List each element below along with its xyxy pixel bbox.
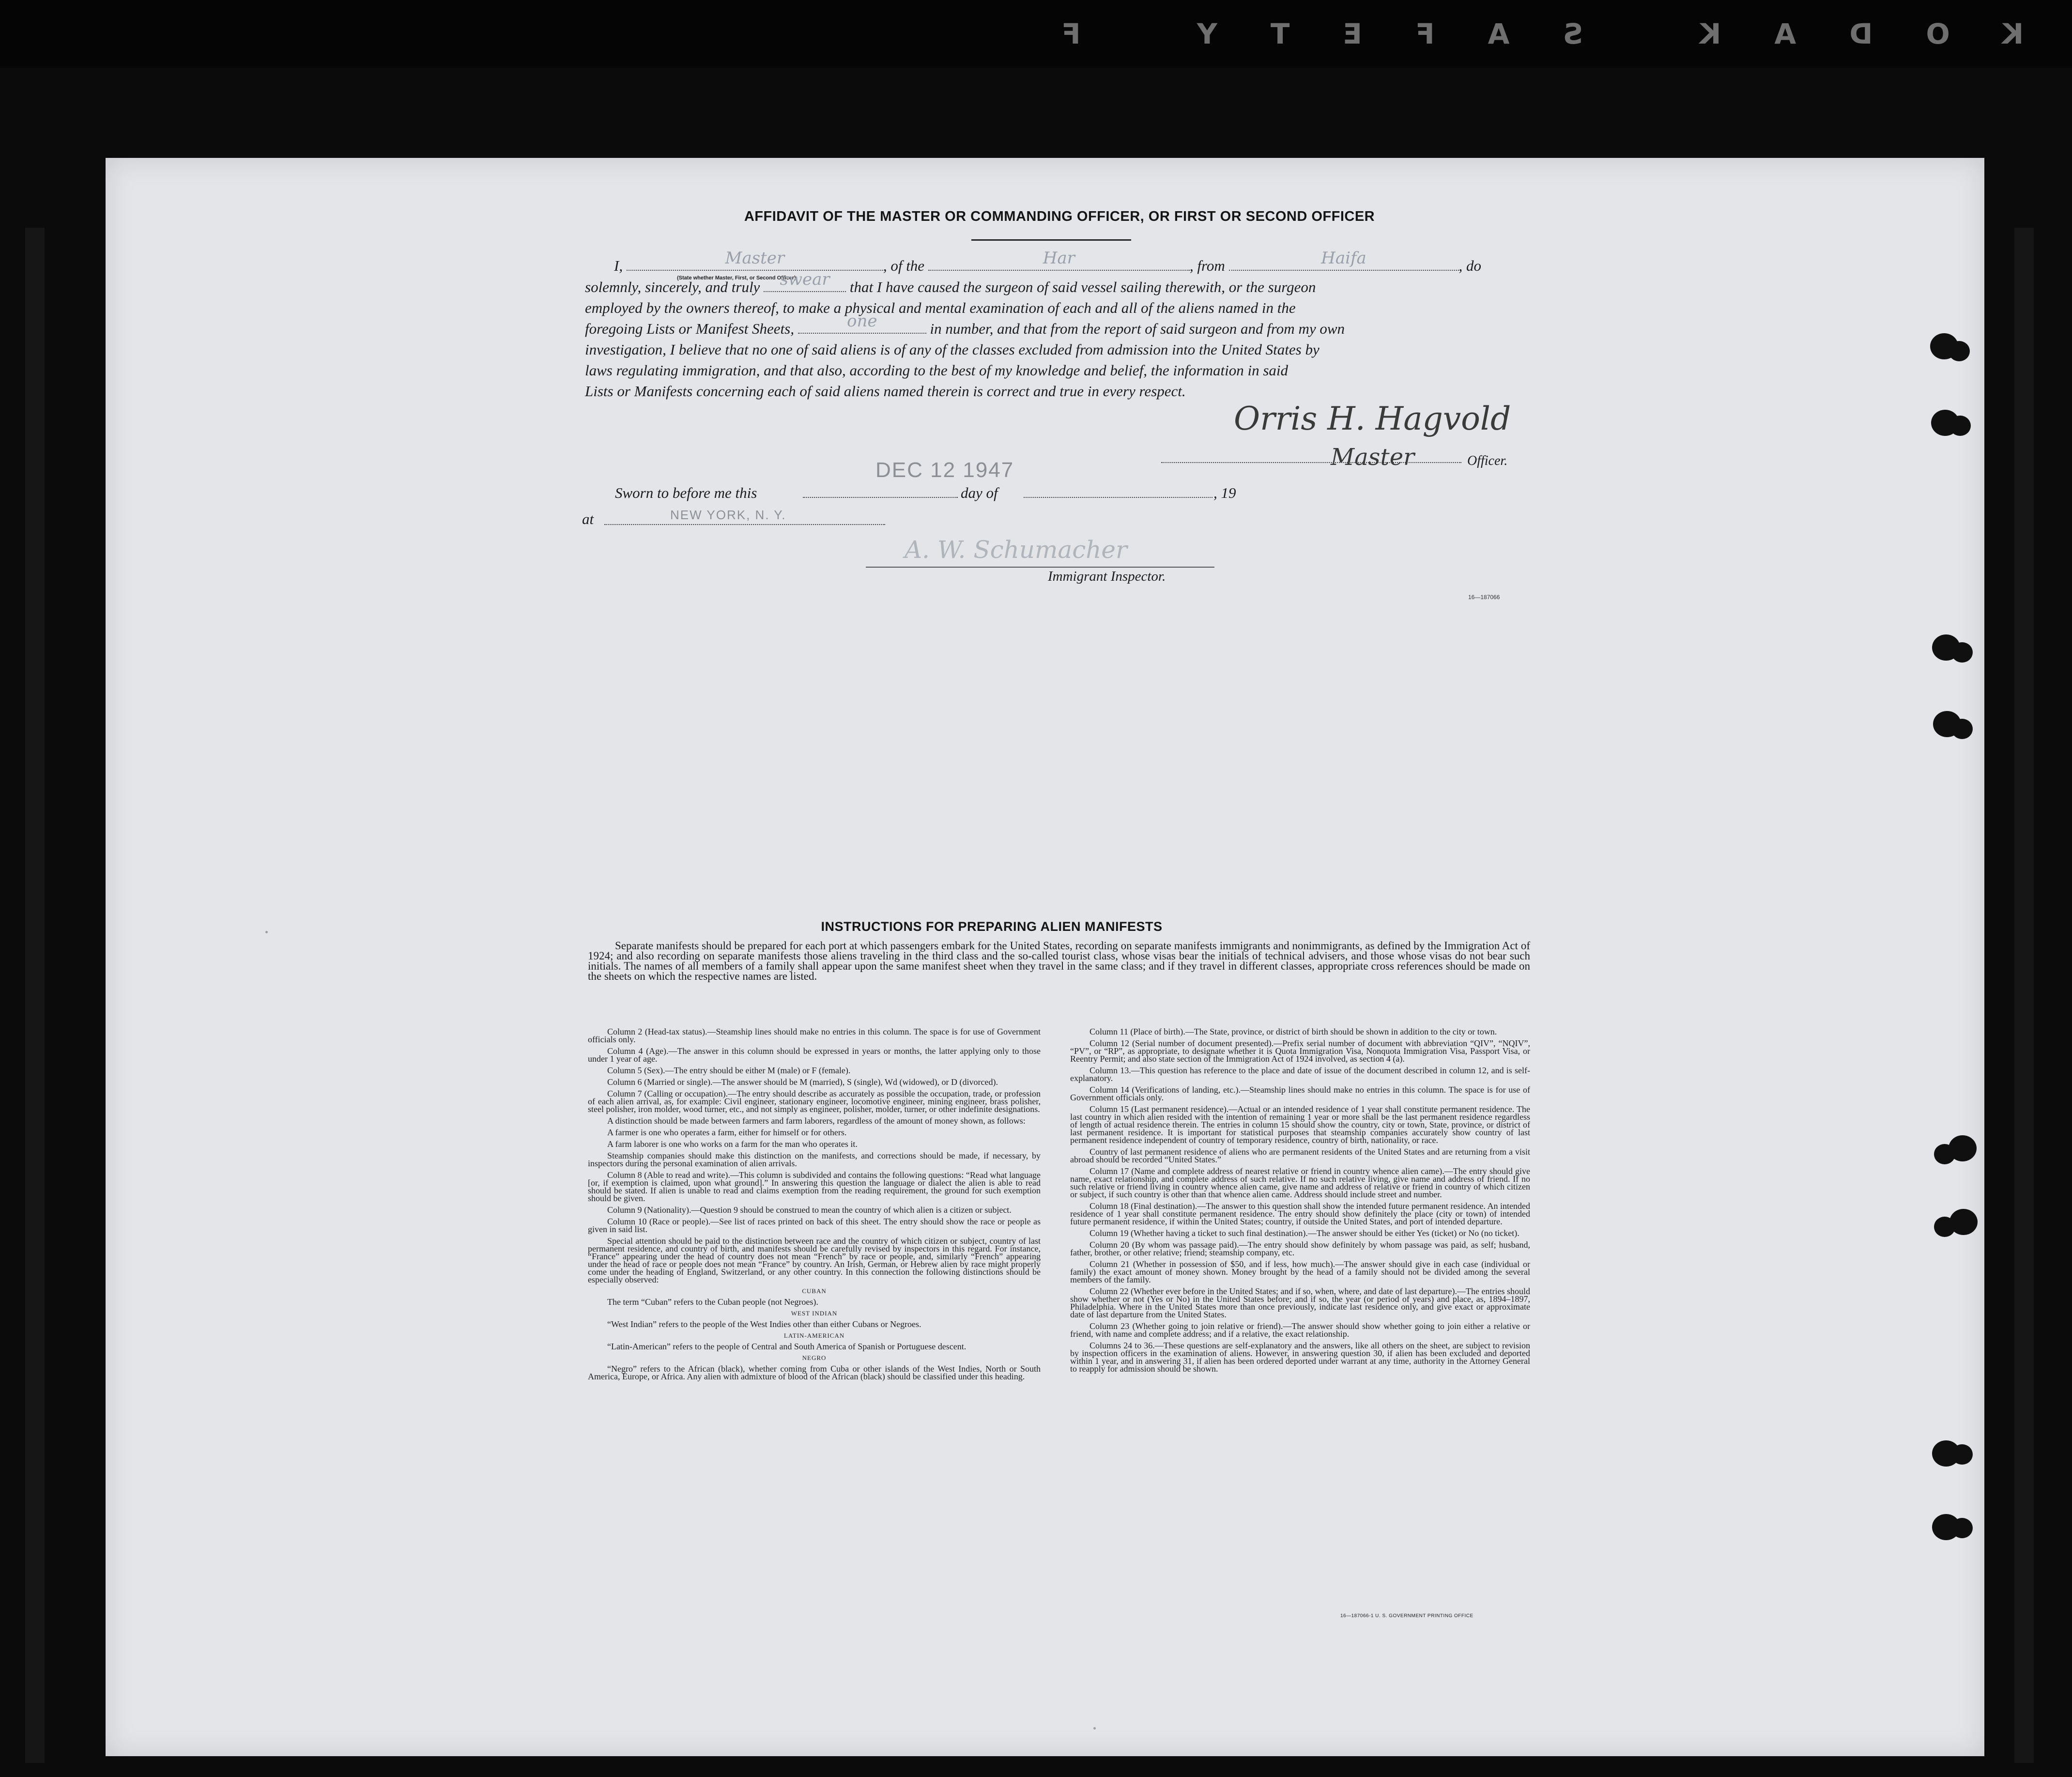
text: , from: [1189, 257, 1225, 274]
officer-label: Officer.: [1467, 453, 1508, 468]
inspector-label: Immigrant Inspector.: [1048, 569, 1166, 584]
film-edge-left: [25, 228, 45, 1763]
instructions-right-column: [1070, 1028, 1530, 1376]
instruction-paragraph: Column 21 (Whether in possession of $50, and if less, how much).—The answer should give in each case (individual or family) the exact amount of money shown. Money brought by the head of a family should not be divided among the several members of the family.: [1070, 1259, 1530, 1284]
affidavit-title: AFFIDAVIT OF THE MASTER OR COMMANDING OFFICER, OR FIRST OR SECOND OFFICER: [744, 209, 1375, 224]
officer-signature-line: [1161, 462, 1461, 463]
instruction-paragraph: Column 19 (Whether having a ticket to such final destination).—The answer should be either Yes (ticket) or No (no ticket).: [1090, 1228, 1519, 1238]
port-value: Haifa: [1321, 248, 1366, 268]
sworn-label: Sworn to before me this: [615, 484, 757, 501]
instruction-paragraph: Column 18 (Final destination).—The answer to this question shall show the intended future permanent residence. An intended residence of 1 year shall constitute permanent residence. The entry should show definitely the place (city or town) of intended future permanent residence, if within the United States; country, if outside the United States, and port of intended departure.: [1070, 1201, 1530, 1226]
instruction-paragraph: “West Indian” refers to the people of the West Indies other than either Cubans or Negroes.: [607, 1319, 921, 1329]
oath-field: [764, 270, 846, 292]
port-field: [1229, 248, 1459, 271]
officer-rank-signature: Master: [1331, 444, 1415, 471]
place-stamp: NEW YORK, N. Y.: [670, 508, 786, 522]
count-field: [798, 311, 926, 334]
count-value: one: [847, 311, 877, 331]
speck: [1093, 1727, 1096, 1730]
text: solemnly, sincerely, and truly: [585, 278, 760, 295]
punch-hole: [1951, 1444, 1973, 1465]
inspector-signature-line: [866, 567, 1214, 568]
instruction-paragraph: Special attention should be paid to the distinction between race and the country of which citizen or subject, country of last permanent residence, and country of birth, and manifests should be carefully revised by inspectors in this regard. For instance, “France” appearing under the head of country does not mean “French” by race or people, and, similarly “French” appearing under the head of race or people does not mean “France” by country. An Irish, German, or Hebrew alien by race might properly come under the heading of England, Switzerland, or any other country. In this connection the following distinctions should be especially observed:: [588, 1236, 1041, 1284]
affidavit-line-4: [585, 311, 1345, 338]
date-stamp: DEC 12 1947: [875, 458, 1014, 482]
instruction-paragraph: A farmer is one who operates a farm, either for himself or for others.: [607, 1128, 847, 1137]
instruction-paragraph: Column 7 (Calling or occupation).—The entry should describe as accurately as possible the occupation, trade, or profession of each alien arrival, as, for example: Civil engineer, stationary engineer, locomotive engineer, mining engineer, brass polisher, steel polisher, iron molder, wood turner, etc., and not simply as engineer, polisher, molder, turner, or other indefinite designations.: [588, 1089, 1041, 1114]
text: , of the: [883, 257, 925, 274]
film-header: [0, 0, 2072, 68]
instruction-paragraph: Country of last permanent residence of aliens who are permanent residents of the United States and are returning from a visit abroad should be recorded “United States.”: [1070, 1147, 1530, 1164]
place-line: [604, 524, 885, 525]
instruction-paragraph: The term “Cuban” refers to the Cuban people (not Negroes).: [607, 1297, 818, 1307]
instructions-left-column: [588, 1028, 1041, 1384]
officer-rank-value: Master: [725, 248, 785, 268]
instruction-paragraph: Column 5 (Sex).—The entry should be either M (male) or F (female).: [607, 1066, 851, 1075]
affidavit-line-5: investigation, I believe that no one of said aliens is of any of the classes excluded from admission into the United States by: [585, 341, 1320, 358]
instruction-paragraph: Column 13.—This question has reference to the place and date of issue of the document described in column 12, and is self-explanatory.: [1070, 1066, 1530, 1083]
instruction-paragraph: “Negro” refers to the African (black), whether coming from Cuba or other islands of the West Indies, North or South America, Europe, or Africa. Any alien with admixture of blood of the African (black) should be classified under this heading.: [588, 1364, 1041, 1381]
at-label: at: [582, 510, 594, 527]
instruction-paragraph: Column 10 (Race or people).—See list of races printed on back of this sheet. The entry should show the race or people as given in said list.: [588, 1217, 1041, 1234]
section-heading-west-indian: WEST INDIAN: [791, 1310, 838, 1317]
punch-hole: [1951, 719, 1973, 739]
form-number: 16—187066: [1468, 594, 1500, 601]
instruction-paragraph: Steamship companies should make this distinction on the manifests, and corrections should be made, if necessary, by inspectors during the personal examination of alien arrivals.: [588, 1151, 1041, 1168]
vessel-field: [928, 248, 1190, 271]
film-edge-text: KODAK SAFETY F: [1008, 17, 2024, 50]
instructions-title: INSTRUCTIONS FOR PREPARING ALIEN MANIFESTS: [821, 919, 1163, 934]
instruction-paragraph: Column 8 (Able to read and write).—This column is subdivided and contains the following questions: “Read what language [or, if exemption is claimed, upon what ground].” In answering this question the language or dialect the alien is able to read should be stated. If alien is unable to read and claims exemption from the reading requirement, the ground for such exemption should be given.: [588, 1170, 1041, 1203]
section-heading-negro: NEGRO: [802, 1354, 827, 1361]
officer-rank-field: [627, 248, 883, 271]
instruction-paragraph: Column 9 (Nationality).—Question 9 should be construed to mean the country of which alien is a citizen or subject.: [607, 1205, 1012, 1215]
instruction-paragraph: Column 22 (Whether ever before in the United States; and if so, when, where, and date of last departure).—The entries should show whether or not (Yes or No) in the United States before; and if so, the year (or period of years) and place, as, 1894–1897, Philadelphia. Where in the United States more than once previously, indicate last residence only, and give exact or approximate date of last departure from the United States.: [1070, 1286, 1530, 1319]
text: that I have caused the surgeon of said vessel sailing therewith, or the surgeon: [849, 278, 1316, 295]
manifest-page: [106, 158, 1984, 1756]
instruction-paragraph: Column 14 (Verifications of landing, etc.).—Steamship lines should make no entries in this column. The space is for use of Government officials only.: [1070, 1085, 1530, 1102]
printing-office-footer: 16—187066-1 U. S. GOVERNMENT PRINTING OFFICE: [1340, 1613, 1473, 1619]
affidavit-line-6: laws regulating immigration, and that also, according to the best of my knowledge and belief, the information in said: [585, 362, 1289, 379]
officer-signature: Orris H. Hagvold: [1234, 400, 1511, 437]
instruction-paragraph: Column 11 (Place of birth).—The State, province, or district of birth should be shown in addition to the city or town.: [1090, 1027, 1497, 1036]
instruction-paragraph: “Latin-American” refers to the people of Central and South America of Spanish or Portuguese descent.: [607, 1342, 967, 1351]
affidavit-line-3: employed by the owners thereof, to make a physical and mental examination of each and all of the aliens named in the: [585, 299, 1296, 316]
instruction-paragraph: A distinction should be made between farmers and farm laborers, regardless of the amount of money shown, as follows:: [607, 1116, 1026, 1126]
film-edge-right: [2014, 228, 2034, 1763]
punch-hole: [1949, 1209, 1978, 1235]
affidavit-line-1: [614, 248, 1481, 275]
affidavit-line-2: [585, 270, 1316, 296]
text: in number, and that from the report of said surgeon and from my own: [930, 320, 1345, 337]
text: I,: [614, 257, 623, 274]
rank-caption: (State whether Master, First, or Second Officer): [677, 275, 796, 281]
punch-hole: [1949, 1135, 1977, 1161]
instructions-intro: Separate manifests should be prepared for each port at which passengers embark for the United States, recording on separate manifests immigrants and nonimmigrants, as defined by the Immigration Act of 1924; and also recording on separate manifests those aliens traveling in the third class and the so-called tourist class, whose visas bear the initials of technical advisers, and those whose visas do not bear such initials. The names of all members of a family shall appear upon the same manifest sheet when they travel in the same class; and if they travel in different classes, appropriate cross references should be made on the sheets on which the respective names are listed.: [588, 940, 1530, 982]
sworn-month-line: [1024, 497, 1213, 498]
instruction-paragraph: Column 12 (Serial number of document presented).—Prefix serial number of document with abbreviation “QIV”, “NQIV”, “PV”, or “RP”, as appropriate, to designate whether it is Quota Immigration Visa, Nonquota Immigration Visa, Passport Visa, or Reentry Permit; and also state section of the Immigration Act of 1924 involved, as section 4 (a).: [1070, 1038, 1530, 1064]
speck: [265, 931, 268, 933]
instruction-paragraph: Column 23 (Whether going to join relative or friend).—The answer should show whether going to join either a relative or friend, with name and complete address; and if a relative, the exact relationship.: [1070, 1321, 1530, 1339]
day-of-label: day of: [961, 484, 998, 501]
year-label: , 19: [1213, 484, 1236, 501]
vessel-value: Har: [1043, 248, 1075, 268]
instruction-paragraph: Column 6 (Married or single).—The answer should be M (married), S (single), Wd (widowed), or D (divorced).: [607, 1077, 998, 1087]
instruction-paragraph: Column 4 (Age).—The answer in this column should be expressed in years or months, the latter applying only to those under 1 year of age.: [588, 1046, 1041, 1064]
punch-hole: [1949, 416, 1971, 436]
instruction-paragraph: Columns 24 to 36.—These questions are self-explanatory and the answers, like all others on the sheet, are subject to revision by inspection officers in the examination of aliens. However, in answering question 30, if alien has been excluded and deported within 1 year, and in answering 31, if alien has been ordered deported under warrant at any time, authority in the Attorney General to reapply for admission should be shown.: [1070, 1341, 1530, 1374]
section-heading-latin-american: LATIN-AMERICAN: [783, 1332, 845, 1339]
instruction-paragraph: Column 2 (Head-tax status).—Steamship lines should make no entries in this column. The space is for use of Government officials only.: [588, 1027, 1041, 1044]
punch-hole: [1949, 341, 1970, 361]
text: foregoing Lists or Manifest Sheets,: [585, 320, 794, 337]
punch-hole: [1951, 1518, 1973, 1538]
punch-hole: [1951, 642, 1973, 663]
affidavit-line-7: Lists or Manifests concerning each of said aliens named therein is correct and true in every respect.: [585, 383, 1186, 400]
oath-value: swear: [780, 270, 830, 289]
instruction-paragraph: A farm laborer is one who works on a farm for the man who operates it.: [607, 1139, 858, 1149]
instruction-paragraph: Column 17 (Name and complete address of nearest relative or friend in country whence alien came).—The entry should give name, exact relationship, and complete address of such relative. If no such relative living, give name and address of friend. If no such relative or friend living in country whence alien came, give name and address of relative or friend in country of which citizen or subject, if such country is other than that whence alien came. Address should include street and number.: [1070, 1166, 1530, 1199]
section-heading-cuban: CUBAN: [802, 1287, 827, 1295]
text: , do: [1458, 257, 1481, 274]
title-rule: [971, 239, 1131, 241]
instruction-paragraph: Column 15 (Last permanent residence).—Actual or an intended residence of 1 year shall constitute permanent residence. The last country in which alien resided with the intention of remaining 1 year or more shall be the last permanent residence regardless of length of actual residence therein. The entries in column 15 should show the country, city or town, State, province, or district of last permanent residence. It is important for statistical purposes that steamship companies accurately show country of last permanent residence independent of country of temporary residence, country of birth, nationality, or race.: [1070, 1104, 1530, 1145]
instruction-paragraph: Column 20 (By whom was passage paid).—The entry should show definitely by whom passage was paid, as self; husband, father, brother, or other relative; friend; steamship company, etc.: [1070, 1240, 1530, 1257]
sworn-date-line: [803, 497, 958, 498]
inspector-signature: A. W. Schumacher: [905, 536, 1127, 564]
